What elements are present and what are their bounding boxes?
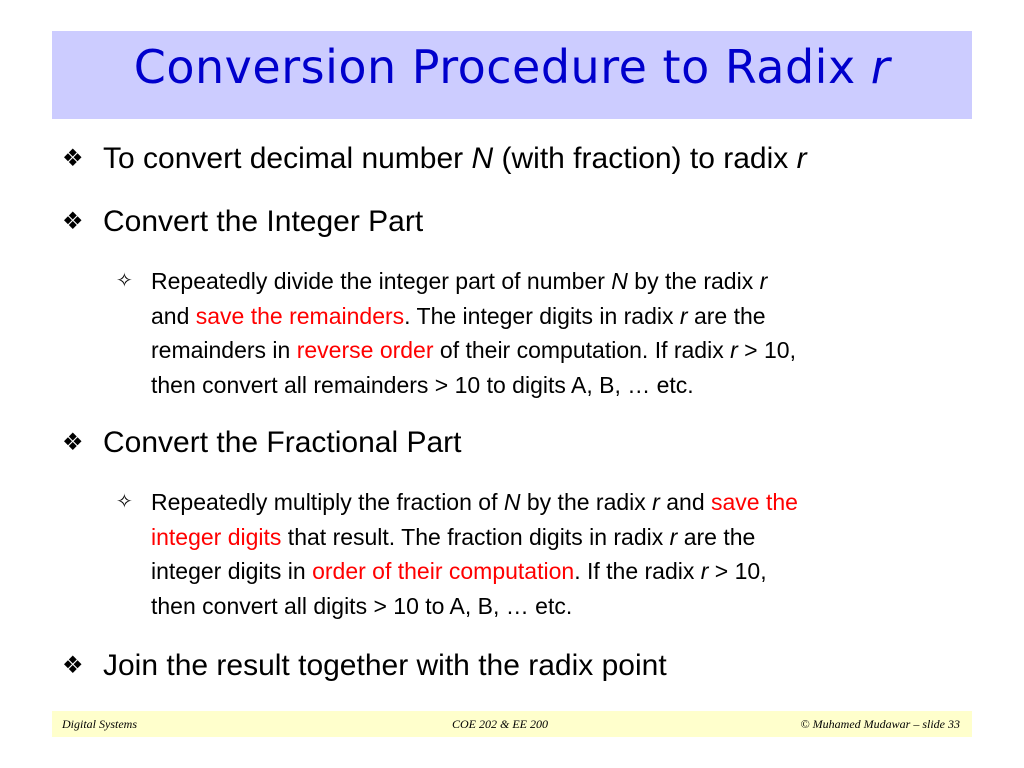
slide-title: Conversion Procedure to Radix r [133, 40, 891, 94]
four-point-star-bullet-icon: ✧ [116, 270, 133, 292]
four-diamond-bullet-icon: ❖ [62, 145, 84, 172]
four-diamond-bullet-icon: ❖ [62, 208, 84, 235]
footer-course-code: COE 202 & EE 200 [452, 717, 548, 731]
footer-copyright-slide-number: © Muhamed Mudawar – slide 33 [800, 717, 960, 731]
footer-course-title: Digital Systems [62, 717, 137, 731]
slide-footer [52, 711, 972, 737]
four-diamond-bullet-icon: ❖ [62, 429, 84, 456]
four-diamond-bullet-icon: ❖ [62, 652, 84, 679]
four-point-star-bullet-icon: ✧ [116, 491, 133, 513]
